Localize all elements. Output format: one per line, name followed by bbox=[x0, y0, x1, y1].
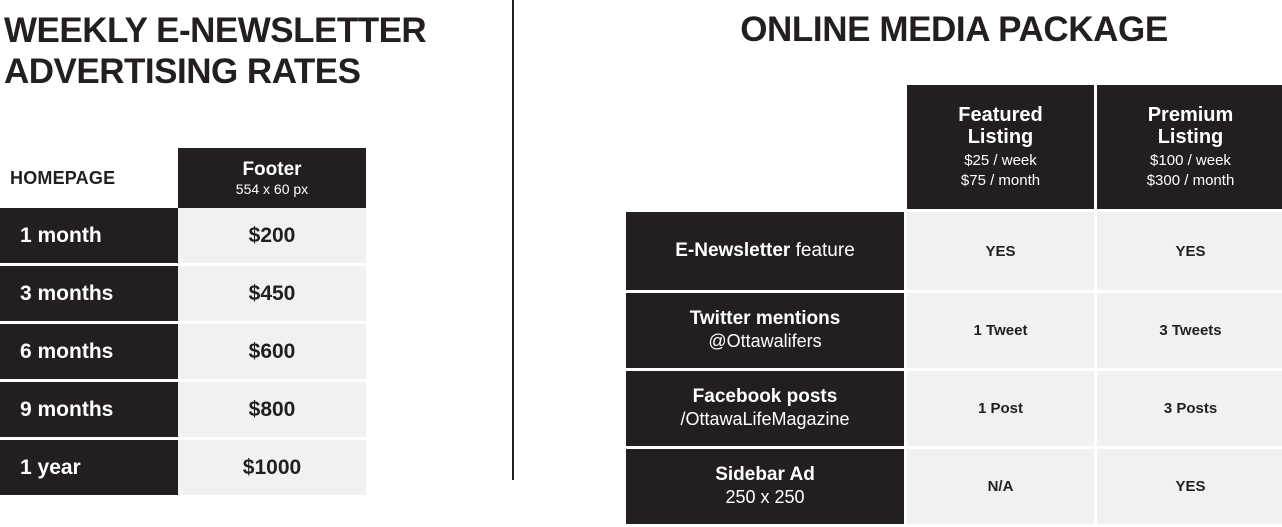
feature-label-suffix: feature bbox=[790, 240, 854, 261]
featured-listing-name-line-2: Listing bbox=[907, 126, 1094, 148]
duration-label: 6 months bbox=[0, 323, 178, 381]
online-media-package-panel bbox=[626, 0, 1282, 50]
premium-listing-monthly-price: $300 / month bbox=[1097, 173, 1282, 190]
featured-value: N/A bbox=[906, 448, 1096, 526]
table-row bbox=[626, 292, 1282, 370]
feature-label-main: Sidebar Ad bbox=[715, 464, 815, 485]
column-header-featured-listing bbox=[906, 85, 1096, 211]
duration-label: 3 months bbox=[0, 265, 178, 323]
featured-value: 1 Post bbox=[906, 370, 1096, 448]
feature-label-sub: /OttawaLifeMagazine bbox=[626, 409, 904, 431]
feature-label-sub: 250 x 250 bbox=[626, 487, 904, 509]
premium-listing-name-line-2: Listing bbox=[1097, 126, 1282, 148]
featured-value: YES bbox=[906, 211, 1096, 292]
price-value: $200 bbox=[178, 208, 366, 265]
feature-label-main: E-Newsletter bbox=[675, 240, 790, 261]
feature-label-twitter-mentions bbox=[626, 292, 906, 370]
price-value: $450 bbox=[178, 265, 366, 323]
premium-listing-name-line-1: Premium bbox=[1097, 104, 1282, 126]
table-row bbox=[0, 208, 366, 265]
featured-listing-name-line-1: Featured bbox=[907, 104, 1094, 126]
price-value: $600 bbox=[178, 323, 366, 381]
table-row bbox=[0, 381, 366, 439]
premium-value: 3 Posts bbox=[1096, 370, 1282, 448]
table-row bbox=[626, 370, 1282, 448]
featured-listing-weekly-price: $25 / week bbox=[907, 153, 1094, 170]
table-header-row bbox=[0, 148, 366, 208]
featured-value: 1 Tweet bbox=[906, 292, 1096, 370]
premium-value: YES bbox=[1096, 448, 1282, 526]
page-title-media-package: ONLINE MEDIA PACKAGE bbox=[626, 10, 1282, 50]
table-row bbox=[0, 265, 366, 323]
column-header-premium-listing bbox=[1096, 85, 1282, 211]
price-value: $800 bbox=[178, 381, 366, 439]
feature-label-facebook-posts bbox=[626, 370, 906, 448]
premium-value: 3 Tweets bbox=[1096, 292, 1282, 370]
vertical-divider bbox=[512, 0, 514, 480]
media-package-table bbox=[626, 85, 1282, 527]
footer-header-spec: 554 x 60 px bbox=[178, 181, 366, 197]
duration-label: 1 year bbox=[0, 439, 178, 496]
newsletter-title-line-1: WEEKLY E-NEWSLETTER bbox=[4, 11, 426, 50]
newsletter-title-line-2: ADVERTISING RATES bbox=[4, 51, 500, 92]
duration-label: 9 months bbox=[0, 381, 178, 439]
feature-label-sub: @Ottawalifers bbox=[626, 331, 904, 353]
table-row bbox=[626, 448, 1282, 526]
footer-header-cell bbox=[178, 148, 366, 208]
feature-label-main: Twitter mentions bbox=[690, 308, 841, 329]
page-title-newsletter bbox=[4, 10, 500, 93]
premium-listing-weekly-price: $100 / week bbox=[1097, 153, 1282, 170]
feature-label-sidebar-ad bbox=[626, 448, 906, 526]
table-corner-cell bbox=[626, 85, 906, 211]
duration-label: 1 month bbox=[0, 208, 178, 265]
price-value: $1000 bbox=[178, 439, 366, 496]
table-row bbox=[626, 211, 1282, 292]
table-row bbox=[0, 439, 366, 496]
feature-label-main: Facebook posts bbox=[693, 386, 838, 407]
newsletter-rates-table bbox=[0, 148, 366, 495]
table-row bbox=[0, 323, 366, 381]
premium-value: YES bbox=[1096, 211, 1282, 292]
feature-label-enewsletter bbox=[626, 211, 906, 292]
featured-listing-monthly-price: $75 / month bbox=[907, 173, 1094, 190]
table-header-row bbox=[626, 85, 1282, 211]
newsletter-rates-panel bbox=[0, 0, 500, 93]
footer-header-name: Footer bbox=[178, 159, 366, 181]
homepage-header-cell: HOMEPAGE bbox=[0, 148, 178, 208]
